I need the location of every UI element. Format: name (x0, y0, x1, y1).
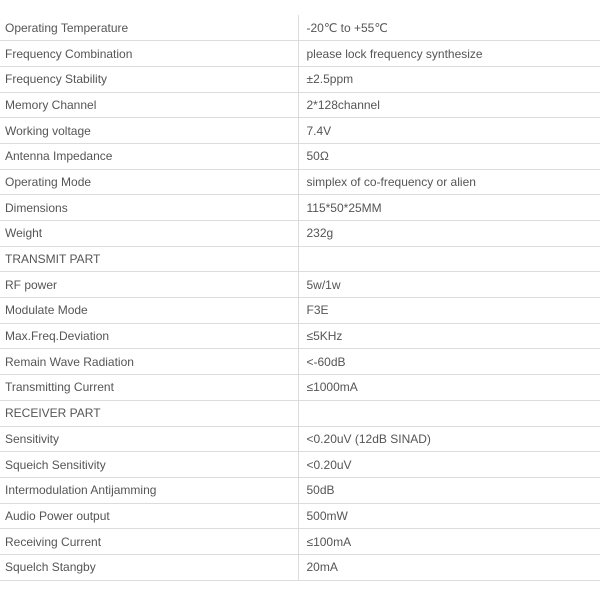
spec-label: Frequency Stability (0, 66, 298, 92)
table-row (0, 323, 600, 349)
spec-label: Dimensions (0, 195, 298, 221)
spec-table (0, 15, 600, 581)
table-row (0, 426, 600, 452)
spec-label: Squelch Stangby (0, 554, 298, 580)
spec-value: ≤5KHz (298, 323, 600, 349)
spec-value: 2*128channel (298, 92, 600, 118)
spec-value: -20℃ to +55℃ (298, 15, 600, 41)
table-row (0, 66, 600, 92)
spec-value: ±2.5ppm (298, 66, 600, 92)
spec-value: <-60dB (298, 349, 600, 375)
spec-label: Working voltage (0, 118, 298, 144)
spec-value: simplex of co-frequency or alien (298, 169, 600, 195)
spec-value: 232g (298, 221, 600, 247)
spec-value: <0.20uV (298, 452, 600, 478)
spec-value: please lock frequency synthesize (298, 41, 600, 67)
table-row (0, 272, 600, 298)
spec-label: Remain Wave Radiation (0, 349, 298, 375)
table-row (0, 15, 600, 41)
spec-value: 20mA (298, 554, 600, 580)
table-row (0, 349, 600, 375)
spec-value: 500mW (298, 503, 600, 529)
table-row (0, 529, 600, 555)
table-row (0, 246, 600, 272)
table-row (0, 41, 600, 67)
table-row (0, 143, 600, 169)
spec-label: Operating Temperature (0, 15, 298, 41)
spec-value: 50Ω (298, 143, 600, 169)
table-row (0, 195, 600, 221)
spec-value: 7.4V (298, 118, 600, 144)
table-row (0, 375, 600, 401)
section-heading-receiver: RECEIVER PART (0, 400, 298, 426)
spec-table-body (0, 15, 600, 580)
spec-value: ≤1000mA (298, 375, 600, 401)
table-row (0, 118, 600, 144)
table-row (0, 400, 600, 426)
spec-value (298, 400, 600, 426)
spec-label: Operating Mode (0, 169, 298, 195)
spec-label: Sensitivity (0, 426, 298, 452)
spec-label: Max.Freq.Deviation (0, 323, 298, 349)
table-row (0, 452, 600, 478)
table-row (0, 221, 600, 247)
spec-label: Squeich Sensitivity (0, 452, 298, 478)
section-heading-transmit: TRANSMIT PART (0, 246, 298, 272)
spec-value: F3E (298, 298, 600, 324)
spec-label: Memory Channel (0, 92, 298, 118)
spec-value: 50dB (298, 477, 600, 503)
table-row (0, 554, 600, 580)
spec-value: <0.20uV (12dB SINAD) (298, 426, 600, 452)
spec-value: ≤100mA (298, 529, 600, 555)
spec-label: Intermodulation Antijamming (0, 477, 298, 503)
spec-value: 115*50*25MM (298, 195, 600, 221)
table-row (0, 92, 600, 118)
spec-label: Frequency Combination (0, 41, 298, 67)
spec-label: Antenna Impedance (0, 143, 298, 169)
spec-value: 5w/1w (298, 272, 600, 298)
table-row (0, 298, 600, 324)
spec-label: RF power (0, 272, 298, 298)
table-row (0, 477, 600, 503)
spec-label: Transmitting Current (0, 375, 298, 401)
spec-label: Modulate Mode (0, 298, 298, 324)
table-row (0, 503, 600, 529)
spec-label: Audio Power output (0, 503, 298, 529)
table-row (0, 169, 600, 195)
spec-label: Weight (0, 221, 298, 247)
spec-value (298, 246, 600, 272)
spec-label: Receiving Current (0, 529, 298, 555)
